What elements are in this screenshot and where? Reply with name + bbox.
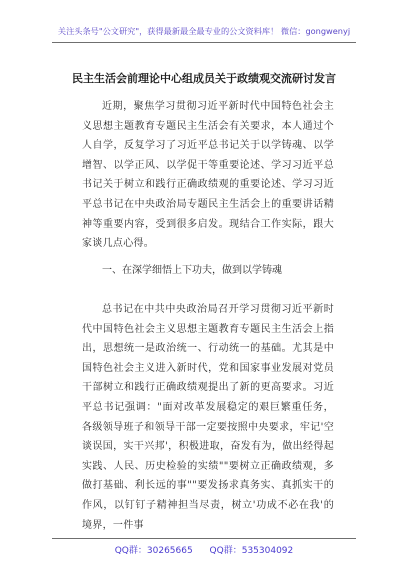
header-divider xyxy=(52,42,356,43)
document-title: 民主生活会前理论中心组成员关于政绩观交流研讨发言 xyxy=(72,72,336,85)
section-heading: 一、在深学细悟上下功夫，做到以学铸魂 xyxy=(102,265,282,276)
footer-contact: QQ群：30265665 QQ群：535304092 xyxy=(114,546,294,556)
header-promo-note: 关注头条号"公文研究"，获得最新最全最专业的公文资料库！ 微信：gongwenyj xyxy=(57,26,351,36)
footer-divider xyxy=(52,538,356,539)
intro-paragraph-block xyxy=(82,97,334,254)
section-paragraph: 总书记在中共中央政治局召开学习贯彻习近平新时代中国特色社会主义思想主题教育专题民主生活会上指出，思想统一是政治统一、行动统一的基础。尤其是中国特色社会主义进入新时代，党和国家事业发展对党员干部树立和践行正确政绩观提出了新的更高要求。习近平总书记强调："面对改革发展稳定的艰巨繁重任务，各级领导班子和领导干部一定要按照中央要求，牢记'空谈误国，实干兴邦'，积极进取，奋发有为，做出经得起实践、人民、历史检验的实绩""要树立正确政绩观，多做打基础、利长远的事""要发扬求真务实、真抓实干的作风，以钉钉子精神担当尽责，树立'功成不必在我'的境界，一件事 xyxy=(82,304,334,531)
intro-paragraph: 近期，聚焦学习贯彻习近平新时代中国特色社会主义思想主题教育专题民主生活会有关要求，本人通过个人自学，反复学习了习近平总书记关于以学铸魂、以学增智、以学正风、以学促干等重要论述、学习习近平总书记关于树立和践行正确政绩观的重要论述、学习习近平总书记在中央政治局专题民主生活会上的重要讲话精神等重要内容，受到很多启发。现结合工作实际，跟大家谈几点心得。 xyxy=(82,101,334,250)
section-paragraph-block xyxy=(82,300,334,535)
